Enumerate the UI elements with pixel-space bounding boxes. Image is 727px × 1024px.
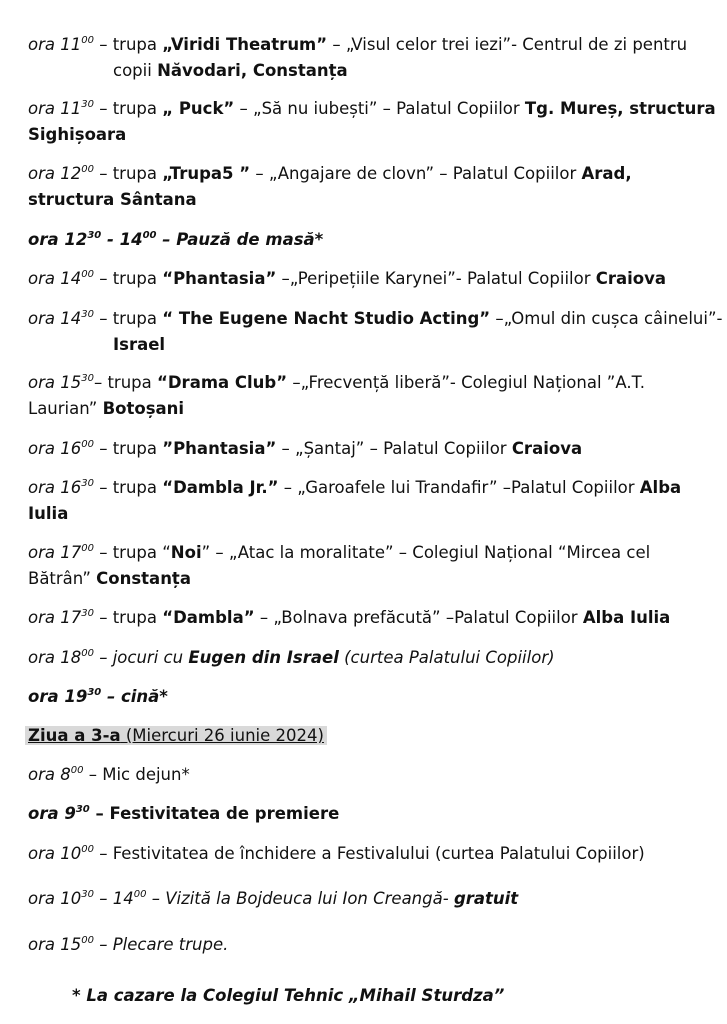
schedule-item-1400: ora $14^{00}$ – trupa “Phantasia” –„Peripețiile Karynei”- Palatul Copiilor Craiova xyxy=(28,268,667,288)
schedule-item-1130-cont: Sighișoara xyxy=(28,125,127,144)
schedule-item-1200: ora $12^{00}$ – trupa „Trupa5 ” – „Angajare de clovn” – Palatul Copiilor Arad, xyxy=(28,163,632,183)
schedule-item-1200-cont: structura Sântana xyxy=(28,190,197,209)
day3-item-closing: ora $10^{00}$ – Festivitatea de închidere a Festivalului (curtea Palatului Copiilor) xyxy=(28,843,645,863)
schedule-item-1100: ora $11^{00}$ – trupa „Viridi Theatrum” – „Visul celor trei iezi”- Centrul de zi pentru xyxy=(28,34,688,54)
day3-heading: Ziua a 3-a (Miercuri 26 iunie 2024) xyxy=(28,723,715,749)
schedule-item-1700: ora $17^{00}$ – trupa “Noi” – „Atac la moralitate” – Colegiul Național “Mircea cel xyxy=(28,542,651,562)
day3-item-awards: ora $9^{30}$ – Festivitatea de premiere xyxy=(28,803,340,823)
day3-item-visit: ora $10^{30} - 14^{00}$ – Vizită la Bojdeuca lui Ion Creangă- gratuit xyxy=(28,888,519,908)
schedule-item-1530-cont: Laurian” Botoșani xyxy=(28,399,185,418)
day3-item-departure: ora $15^{00}$ – Plecare trupe. xyxy=(28,934,229,954)
schedule-item-1800: ora $18^{00}$ – jocuri cu Eugen din Israel (curtea Palatului Copiilor) xyxy=(28,647,555,667)
day3-item-breakfast: ora $8^{00}$ – Mic dejun* xyxy=(28,764,190,784)
footnote: * La cazare la Colegiul Tehnic „Mihail Sturdza” xyxy=(72,986,505,1005)
schedule-item-1630-cont: Iulia xyxy=(28,504,69,523)
schedule-item-1730: ora $17^{30}$ – trupa “Dambla” – „Bolnava prefăcută” –Palatul Copiilor Alba Iulia xyxy=(28,607,671,627)
schedule-item-1700-cont: Bătrân” Constanța xyxy=(28,569,191,588)
schedule-item-1130: ora $11^{30}$ – trupa „ Puck” – „Să nu iubești” – Palatul Copiilor Tg. Mureș, structura xyxy=(28,98,716,118)
schedule-item-lunch: ora $12^{30} - 14^{00}$ – Pauză de masă* xyxy=(28,229,324,249)
schedule-item-1430-cont: Israel xyxy=(113,335,166,354)
schedule-item-1930: ora $19^{30}$ – cină* xyxy=(28,686,168,706)
schedule-item-1530: ora $15^{30}-$ trupa “Drama Club” –„Frecvență liberă”- Colegiul Național ”A.T. xyxy=(28,372,645,392)
schedule-item-1630: ora $16^{30}$ – trupa “Dambla Jr.” – „Garoafele lui Trandafir” –Palatul Copiilor Alba xyxy=(28,477,682,497)
schedule-item-1600: ora $16^{00}$ – trupa ”Phantasia” – „Șantaj” – Palatul Copiilor Craiova xyxy=(28,438,583,458)
schedule-item-1100-cont: copii Năvodari, Constanța xyxy=(113,61,348,80)
schedule-item-1430: ora $14^{30}$ – trupa “ The Eugene Nacht Studio Acting” –„Omul din cușca câinelui”- xyxy=(28,308,723,328)
